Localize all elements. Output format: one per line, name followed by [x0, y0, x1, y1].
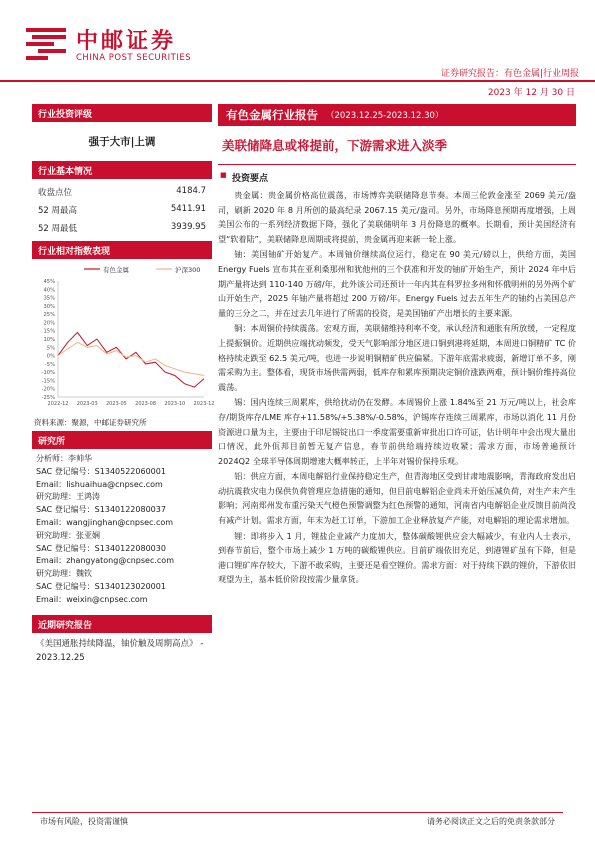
para-tin: 锡：国内连续三周累库，供给扰动仍在发酵。本周锡价上涨 1.84%至 21 万元/吨以上，社会库存/期货库存/LME 库存+11.58%/+5.38%/-0.58%，沪锡库存连续三周累库，市场以消化 11 月份资源进口量为主，主要由于印尼锡锭出口一季度需要重新审批出口许可证，估计明年中会出现大量出口情况，此外佤邦目前暂无复产信息，春节前供给端持续边收紧；需求方面，市场普遍预计 2024Q2 全球半导体周期增速大概率转正，上半年对锡价保持乐观。	[218, 397, 576, 466]
legend-label: 有色金属	[103, 266, 129, 274]
basic-row	[32, 201, 212, 219]
x-tick-label: 2023-03	[76, 401, 98, 407]
rating-heading: 行业投资评级	[32, 104, 212, 122]
basic-value: 5411.91	[170, 204, 206, 214]
y-tick-label: 5%	[46, 345, 55, 352]
analyst-line: 分析师：李帅华	[36, 454, 92, 463]
report-headline: 美联储降息或将提前，下游需求进入淡季	[222, 138, 448, 153]
x-tick-label: 2022-12	[47, 401, 69, 407]
company-logo	[24, 22, 224, 66]
analyst-line: SAC 登记编号：S1340122080037	[36, 505, 166, 515]
china-post-logo-icon	[24, 22, 68, 66]
series-line	[58, 332, 204, 387]
para-lithium: 锂：即将步入 1 月，锂盐企业减产力度加大，整体碳酸锂供应会大幅减少，有业内人士表示，到春节前后，整个市场上减少 1 万吨的碳酸锂供应。目前矿端依旧充足，到港锂矿虽有下降，但是港口锂矿库存较大，下游不敢采购，主要还是看空锂价。需求方面：对于持续下跌的锂价，下游依旧观望为主，基本低价阶段按需少量拿货。	[218, 530, 576, 585]
x-tick-label: 2023-05	[105, 401, 127, 407]
x-tick-label: 2023-08	[135, 401, 157, 407]
y-tick-label: -5%	[44, 361, 55, 368]
y-tick-label: -25%	[41, 395, 55, 401]
y-tick-label: 15%	[43, 328, 55, 335]
recent-report-link[interactable]: 《美国通胀持续降温，铀价触及周期高点》 - 2023.12.25	[36, 638, 204, 663]
y-tick-label: 20%	[43, 320, 55, 327]
series-line	[58, 342, 204, 375]
report-range: （2023.12.25-2023.12.30）	[326, 111, 444, 121]
footer-disclaimer: 请务必阅读正文之后的免责条款部分	[427, 817, 555, 826]
main-content	[218, 104, 576, 588]
report-date: 2023 年 12 月 30 日	[487, 88, 575, 98]
analyst-heading: 研究所	[32, 431, 212, 449]
footer-risk-note: 市场有风险，投资需谨慎	[40, 817, 128, 826]
x-tick-label: 2023-10	[164, 401, 186, 407]
y-tick-label: 30%	[43, 303, 55, 310]
basic-label: 52 周最低	[38, 224, 78, 234]
report-title: 有色金属行业报告	[226, 108, 318, 122]
y-tick-label: -15%	[41, 378, 55, 385]
analyst-email[interactable]: Email：wangjinghan@cnpsec.com	[36, 517, 174, 527]
section-heading: ■ 投资要点	[218, 165, 576, 188]
brand-name-en: CHINA POST SECURITIES	[76, 53, 192, 63]
para-uranium: 铀：美国铀矿开始复产。本周铀价继续高位运行，稳定在 90 美元/磅以上，供给方面，美国 Energy Fuels 宣布其在亚利桑那州和犹他州的三个获准和开发的铀矿开始生产，预计 2024 年中后期产量将达到 110-140 万磅/年，此外该公司还预计一年内其在科罗拉多州和怀俄明州的另外两个矿山开始生产，2025 年铀产量将超过 200 万磅/年。Energy Fuels 过去五年生产的铀约占美国总产量的三分之二，并在过去几年进行了所需的投资，是美国铀矿产出增长的主要来源。	[218, 249, 576, 318]
y-tick-label: 25%	[43, 312, 55, 319]
analyst-email[interactable]: Email：lishuaihua@cnpsec.com	[36, 479, 163, 489]
analyst-line: 研究助理：王鸿涛	[36, 492, 100, 502]
y-tick-label: -10%	[41, 370, 55, 377]
basic-info-heading: 行业基本情况	[32, 161, 212, 179]
brand-name-cn: 中邮证券	[76, 29, 177, 54]
basic-label: 52 周最高	[38, 206, 78, 216]
analyst-line: SAC 登记编号：S1340123020001	[36, 581, 166, 591]
basic-label: 收盘点位	[38, 188, 73, 198]
basic-row	[32, 219, 212, 237]
y-tick-label: 40%	[43, 287, 55, 294]
report-type-tag: 证券研究报告：有色金属|行业周报	[440, 69, 579, 79]
header-divider	[0, 80, 595, 82]
basic-value: 3939.95	[170, 222, 206, 232]
chart-source: 资料来源：聚源，中邮证券研究所	[34, 418, 147, 427]
relative-index-chart	[32, 259, 215, 411]
legend-label: 沪深300	[175, 266, 201, 274]
analyst-line: 研究助理：张亚娴	[36, 530, 100, 540]
para-aluminum: 铝：供应方面，本周电解铝行业保持稳定生产，但青海地区受到甘肃地震影响，青海政府发出启动抗震救灾电力保供负荷管理应急措施的通知，但目前电解铝企业尚未开始压减负荷，对生产未产生影响；河南郑州发布重污染天气橙色预警调整为红色预警的通知，河南省内电解铝企业反馈目前尚没有减产计划。需求方面，年末为赶工订单，下游加工企业释放复产产能，对电解铝的理论需求增加。	[218, 471, 576, 526]
analyst-line: 研究助理：魏钦	[36, 569, 92, 579]
y-tick-label: 0%	[46, 353, 55, 360]
footer-divider	[32, 812, 563, 813]
analyst-list	[32, 449, 212, 611]
sidebar	[32, 104, 215, 669]
basic-row	[32, 183, 212, 201]
para-precious-metals: 贵金属：贵金属价格高位震荡，市场博弈美联储降息节奏。本周三伦敦金涨至 2069 美元/盎司，刷新 2020 年 8 月所创的最高纪录 2067.15 美元/盎司。另外，市场降息预期再度增强，上周美国公布的一系列经济数据下降，强化了美联储明年 3 月份降息的概率。长期看，预计美国经济有望“软着陆”，美联储降息周期或将提前，贵金属再迎来新一轮上涨。	[218, 190, 576, 244]
basic-value: 4184.7	[176, 186, 206, 196]
chart-heading: 行业相对指数表现	[32, 241, 212, 259]
industry-rating: 强于大市|上调	[88, 136, 156, 148]
y-tick-label: 10%	[43, 337, 55, 343]
analyst-email[interactable]: Email：zhangyatong@cnpsec.com	[36, 556, 174, 566]
analyst-email[interactable]: Email：weixin@cnpsec.com	[36, 594, 148, 604]
x-tick-label: 2023-12	[193, 401, 215, 407]
analyst-line: SAC 登记编号：S1340122080030	[36, 543, 166, 553]
report-title-bar	[218, 104, 576, 126]
y-tick-label: 35%	[43, 295, 55, 302]
recent-reports-heading: 近期研究报告	[32, 615, 212, 633]
analyst-line: SAC 登记编号：S1340522060001	[36, 466, 166, 476]
chart-svg	[32, 259, 215, 411]
para-copper: 铜：本周铜价持续震荡。宏观方面，美联储维持利率不变，承认经济和通胀有所放缓，一定程度上提振铜价。近期供应端扰动频发，受天气影响部分地区进口铜到港将延期，本周进口铜精矿 TC 价格持续走跌至 62.5 美元/吨，也进一步说明铜精矿供应偏紧。下游年底需求疲弱，新增订单不多，刚需采购为主。整体看，现货市场供需两弱，低库存和累库预期决定铜价涨跌两难，预计铜价维持高位震荡。	[218, 323, 576, 392]
y-tick-label: 45%	[43, 279, 55, 285]
y-tick-label: -20%	[41, 386, 55, 393]
